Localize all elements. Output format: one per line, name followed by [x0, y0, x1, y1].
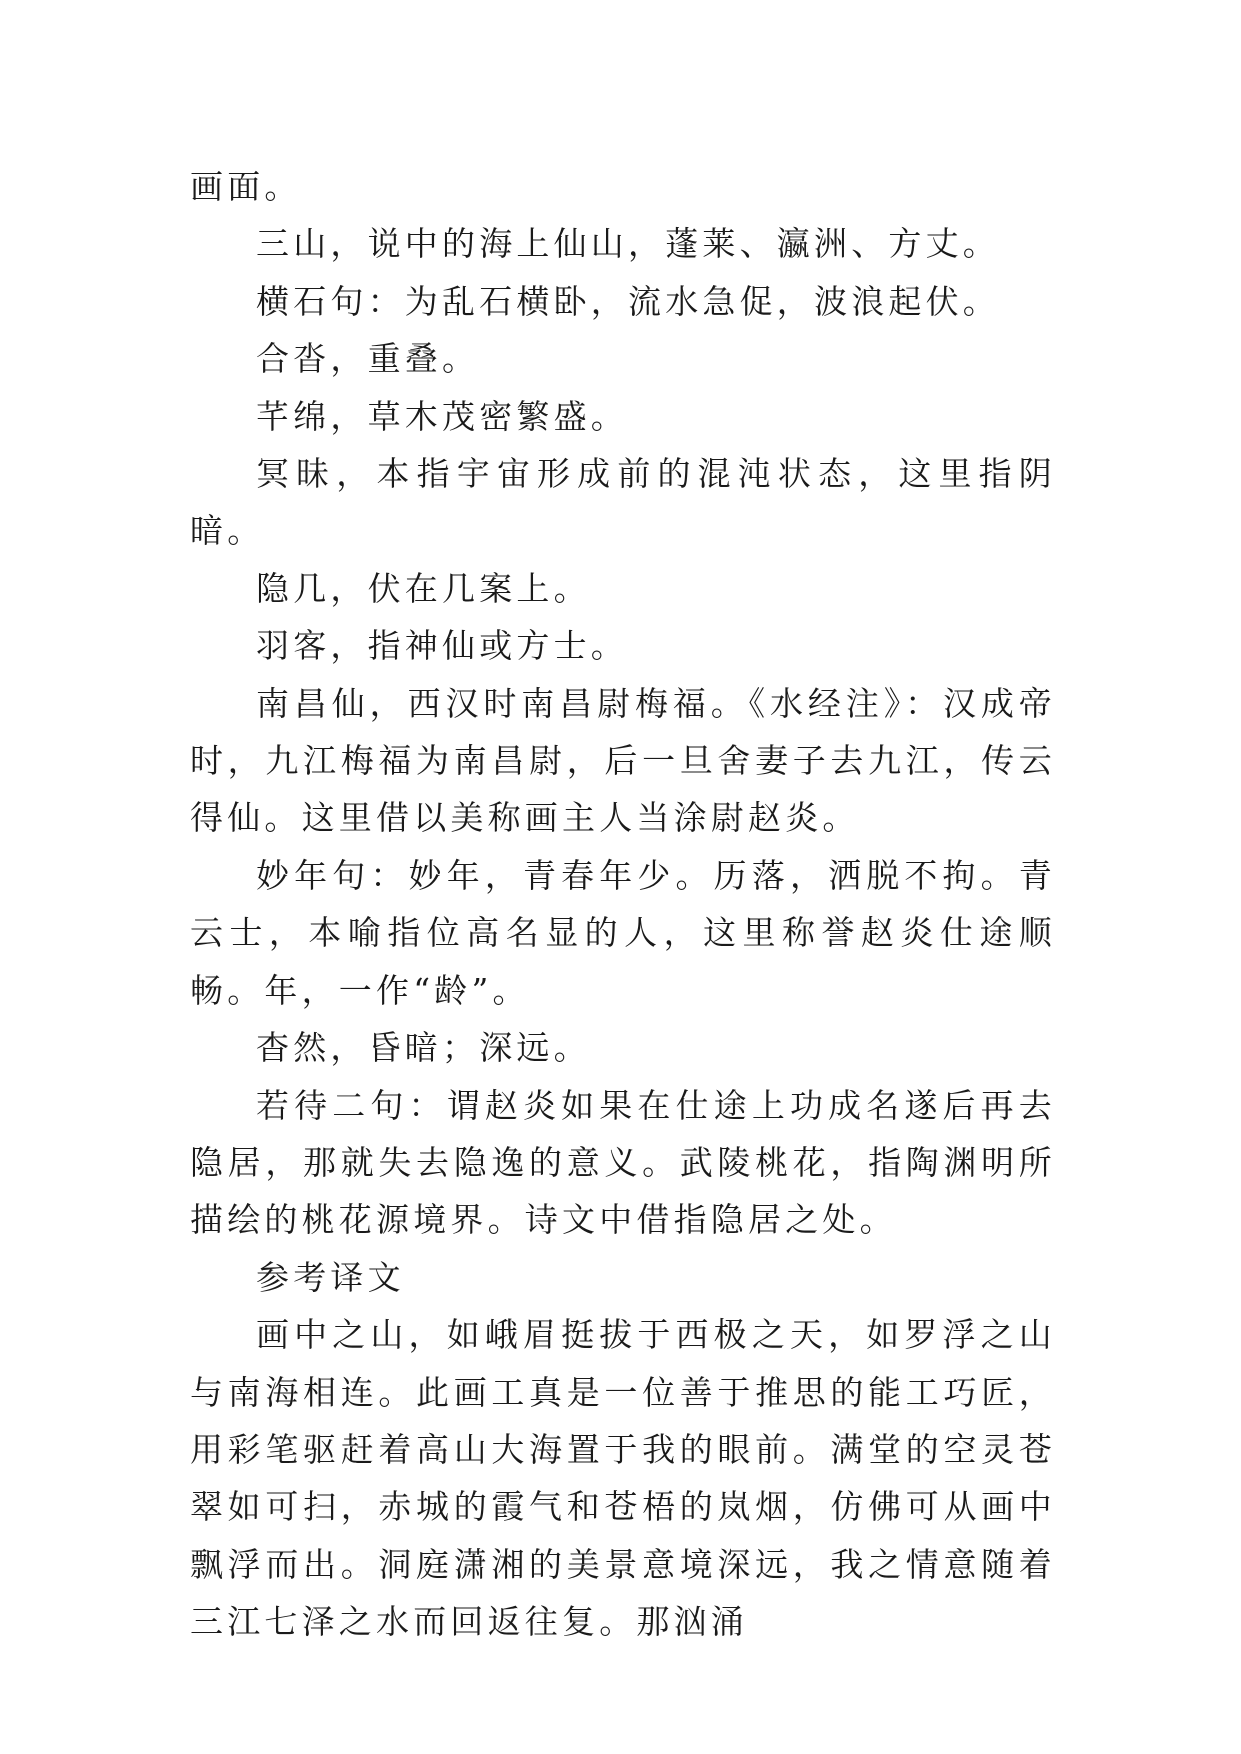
- section-heading-translation: 参考译文: [256, 1257, 405, 1297]
- note-heta: 合沓，重叠。: [256, 339, 480, 379]
- note-yuke: 羽客，指神仙或方士。: [256, 626, 628, 666]
- paragraph-continuation: 画面。: [190, 167, 302, 206]
- note-ruodai: 若待二句：谓赵炎如果在仕途上功成名遂后再去隐居，那就失去隐逸的意义。武陵桃花，指陶渊明所描绘的桃花源境界。诗文中借指隐居之处。: [190, 1085, 1056, 1240]
- note-yaoran: 杳然，昏暗；深远。: [256, 1028, 591, 1068]
- note-sanshan: 三山，说中的海上仙山，蓬莱、瀛洲、方丈。: [256, 224, 1000, 264]
- note-mingmei: 冥昧，本指宇宙形成前的混沌状态，这里指阴暗。: [190, 454, 1056, 551]
- translation-paragraph: 画中之山，如峨眉挺拔于西极之天，如罗浮之山与南海相连。此画工真是一位善于推思的能工巧匠，用彩笔驱赶着高山大海置于我的眼前。满堂的空灵苍翠如可扫，赤城的霞气和苍梧的岚烟，仿佛可从画中飘浮而出。洞庭潇湘的美景意境深远，我之情意随着三江七泽之水而回返往复。那汹涌: [190, 1315, 1056, 1642]
- note-qianmian: 芊绵，草木茂密繁盛。: [256, 396, 628, 436]
- note-miaonian: 妙年句：妙年，青春年少。历落，洒脱不拘。青云士，本喻指位高名显的人，这里称誉赵炎仕途顺畅。年，一作“龄”。: [190, 855, 1056, 1010]
- document-body: [190, 158, 1056, 1651]
- note-nanchangxian: 南昌仙，西汉时南昌尉梅福。《水经注》：汉成帝时，九江梅福为南昌尉，后一旦舍妻子去九江，传云得仙。这里借以美称画主人当涂尉赵炎。: [190, 683, 1056, 838]
- note-hengshi: 横石句：为乱石横卧，流水急促，波浪起伏。: [256, 281, 1000, 321]
- note-yinji: 隐几，伏在几案上。: [256, 568, 591, 608]
